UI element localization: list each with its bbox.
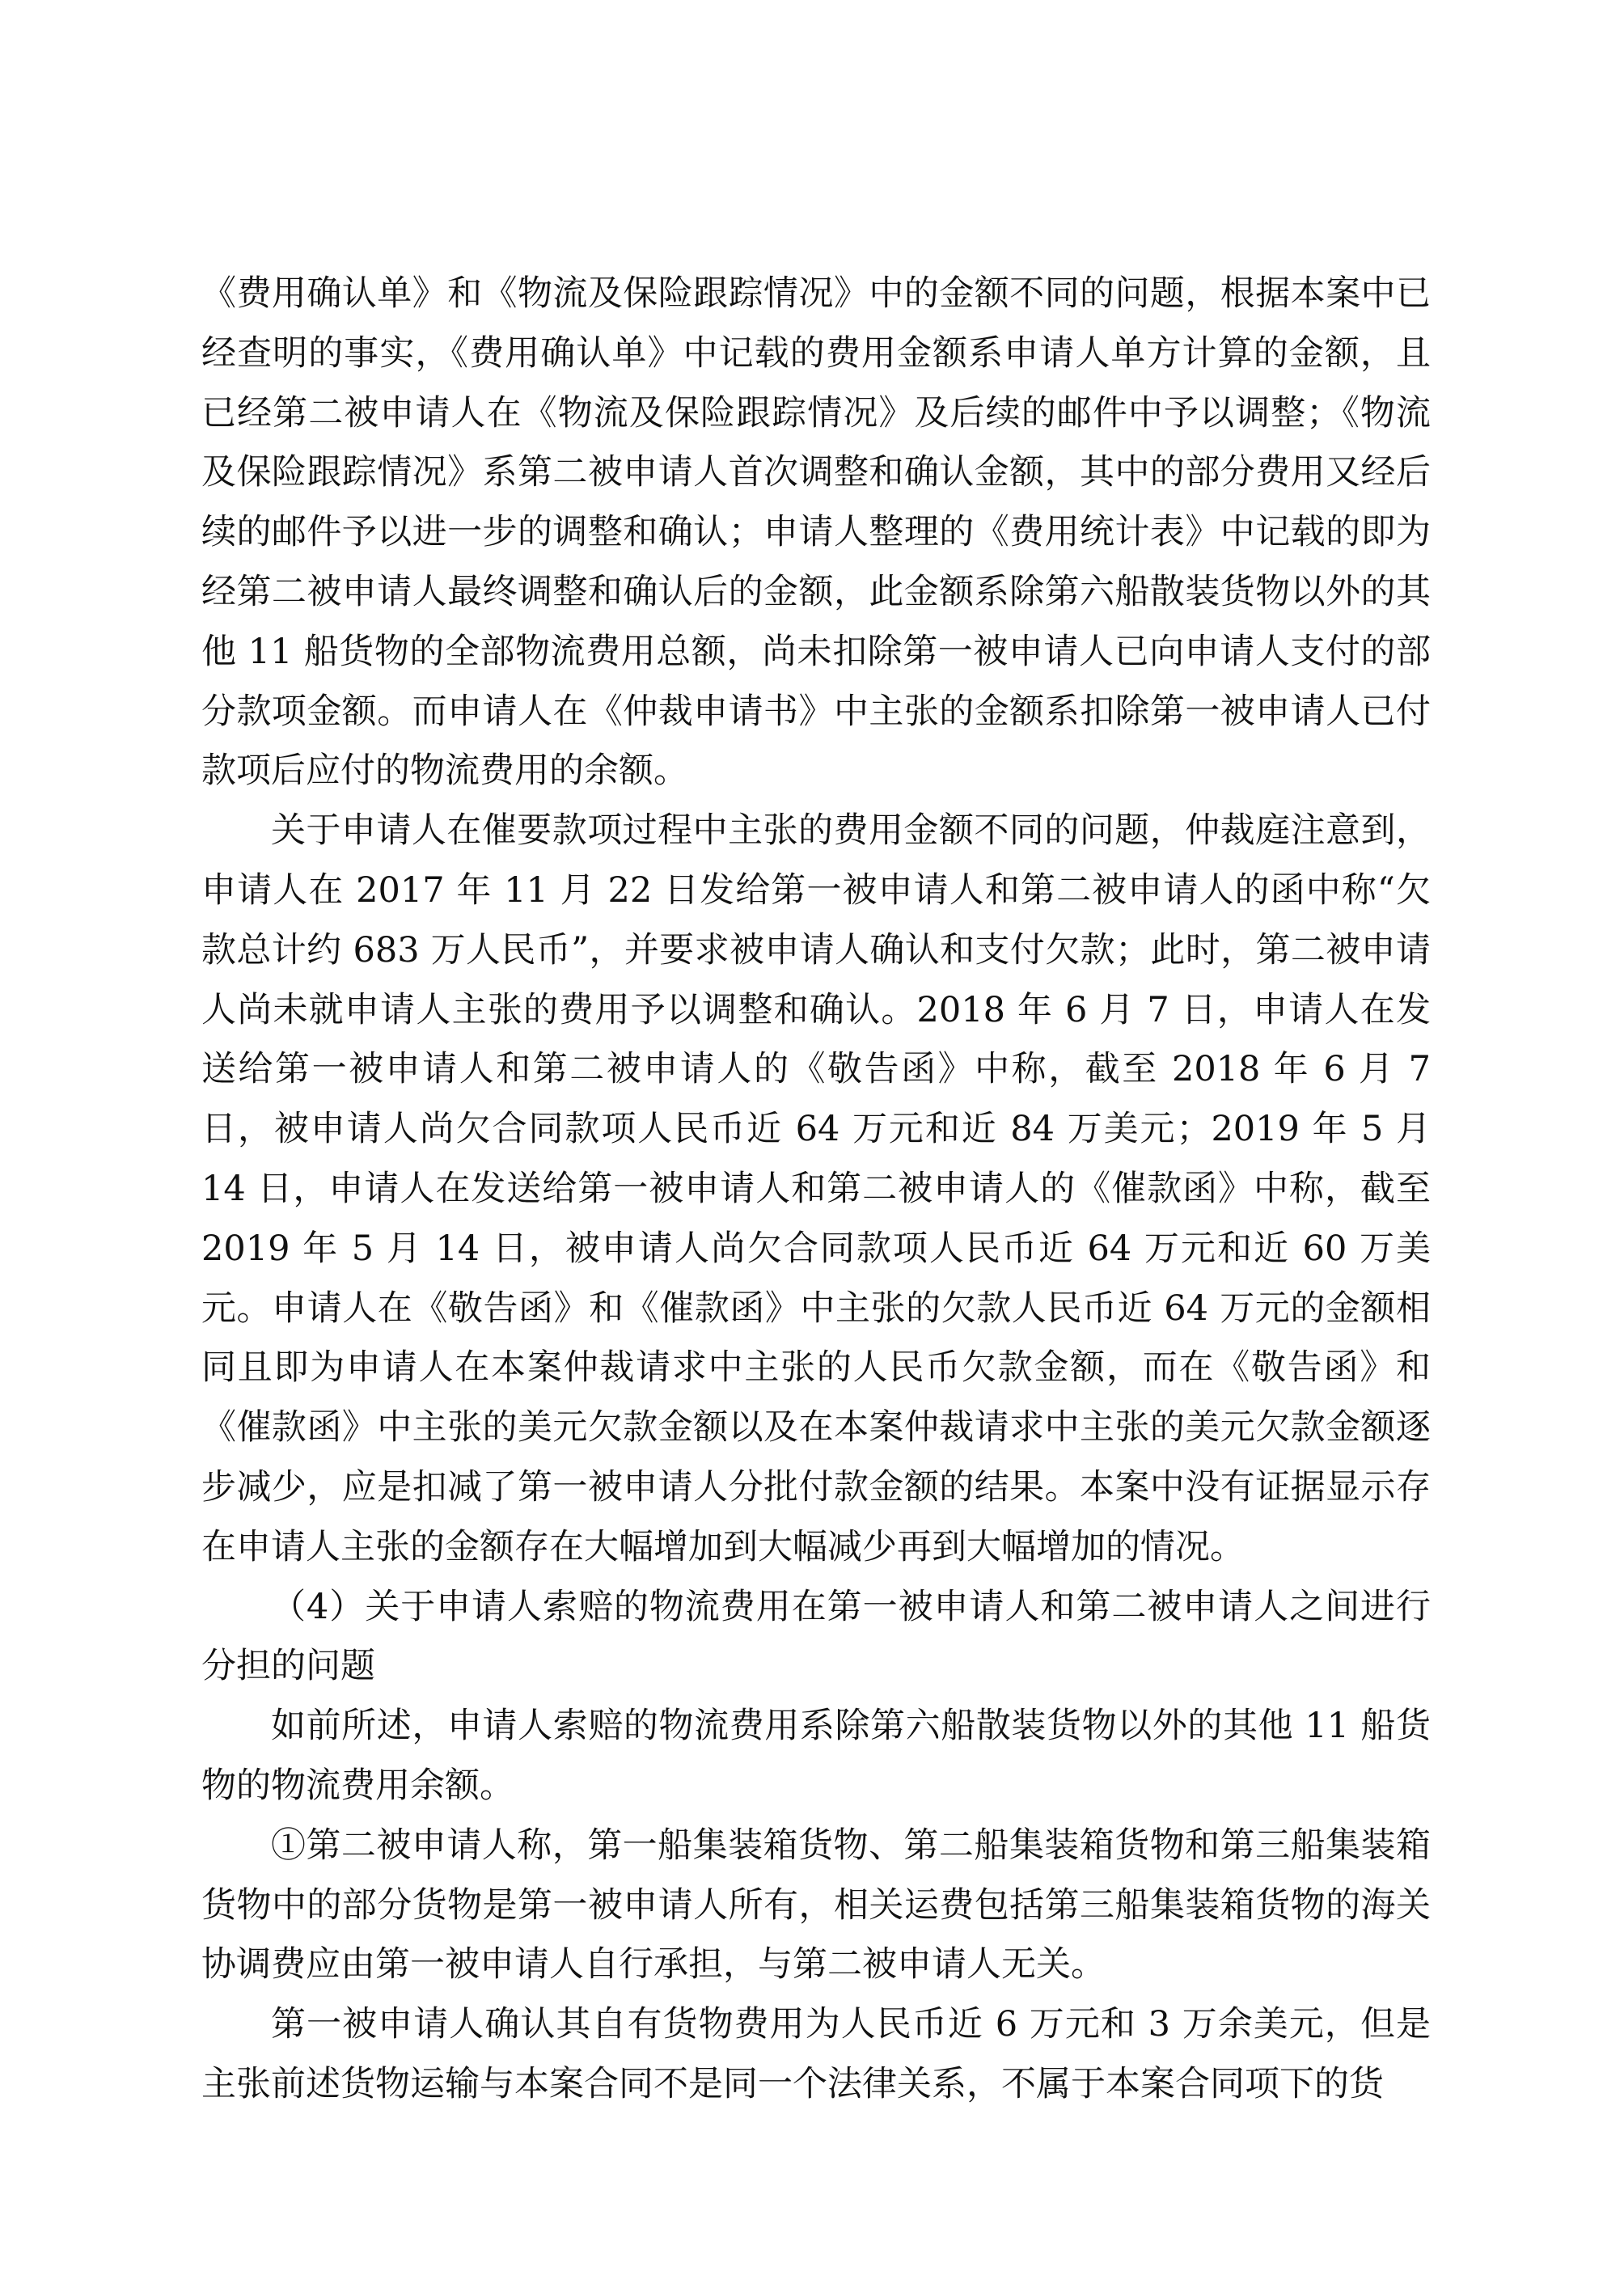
paragraph-second-respondent-position: ①第二被申请人称，第一船集装箱货物、第二船集装箱货物和第三船集装箱货物中的部分货物是第一被申请人所有，相关运费包括第三船集装箱货物的海关协调费应由第一被申请人自行承担，与第二被申请人无关。: [201, 1825, 1431, 1985]
paragraph-first-respondent-position: 第一被申请人确认其自有货物费用为人民币近 6 万元和 3 万余美元，但是主张前述货物运输与本案合同不是同一个法律关系，不属于本案合同项下的货: [201, 2004, 1431, 2104]
paragraph-fee-confirmation-discrepancy: 《费用确认单》和《物流及保险跟踪情况》中的金额不同的问题，根据本案中已经查明的事实，《费用确认单》中记载的费用金额系申请人单方计算的金额，且已经第二被申请人在《物流及保险跟踪情况》及后续的邮件中予以调整；《物流及保险跟踪情况》系第二被申请人首次调整和确认金额，其中的部分费用又经后续的邮件予以进一步的调整和确认；申请人整理的《费用统计表》中记载的即为经第二被申请人最终调整和确认后的金额，此金额系除第六船散装货物以外的其他 11 船货物的全部物流费用总额，尚未扣除第一被申请人已向申请人支付的部分款项金额。而申请人在《仲裁申请书》中主张的金额系扣除第一被申请人已付款项后应付的物流费用的余额。: [201, 273, 1431, 792]
paragraph-claim-balance: 如前所述，申请人索赔的物流费用系除第六船散装货物以外的其他 11 船货物的物流费用余额。: [201, 1706, 1431, 1806]
document-body: [201, 264, 1431, 2115]
paragraph-demand-amount-discrepancy: 关于申请人在催要款项过程中主张的费用金额不同的问题，仲裁庭注意到，申请人在 2017 年 11 月 22 日发给第一被申请人和第二被申请人的函中称“欠款总计约 683 万人民币”，并要求被申请人确认和支付欠款；此时，第二被申请人尚未就申请人主张的费用予以调整和确认。2018 年 6 月 7 日，申请人在发送给第一被申请人和第二被申请人的《敬告函》中称，截至 2018 年 6 月 7 日，被申请人尚欠合同款项人民币近 64 万元和近 84 万美元；2019 年 5 月 14 日，申请人在发送给第一被申请人和第二被申请人的《催款函》中称，截至 2019 年 5 月 14 日，被申请人尚欠合同款项人民币近 64 万元和近 60 万美元。申请人在《敬告函》和《催款函》中主张的欠款人民币近 64 万元的金额相同且即为申请人在本案仲裁请求中主张的人民币欠款金额，而在《敬告函》和《催款函》中主张的美元欠款金额以及在本案仲裁请求中主张的美元欠款金额逐步减少，应是扣减了第一被申请人分批付款金额的结果。本案中没有证据显示存在申请人主张的金额存在大幅增加到大幅减少再到大幅增加的情况。: [201, 810, 1431, 1567]
section-heading-cost-sharing: （4）关于申请人索赔的物流费用在第一被申请人和第二被申请人之间进行分担的问题: [201, 1586, 1431, 1687]
